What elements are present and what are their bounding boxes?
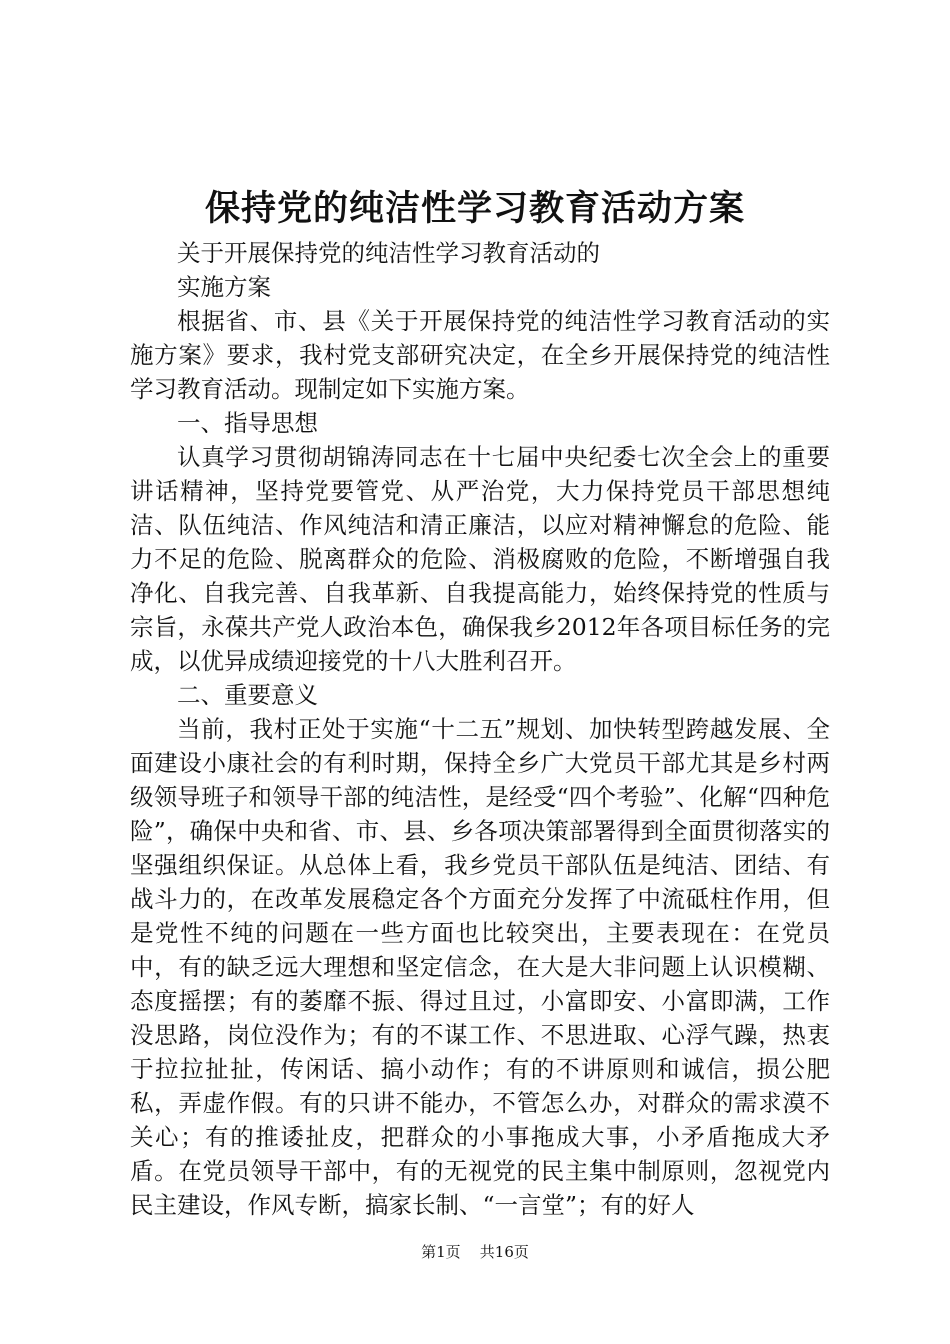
- paragraph-heading-line-2: 实施方案: [177, 273, 271, 301]
- section-heading-significance: 二、重要意义: [177, 681, 318, 709]
- paragraph-guiding-thought: 认真学习贯彻胡锦涛同志在十七届中央纪委七次全会上的重要讲话精神，坚持党要管党、从严治党，大力保持党员干部思想纯洁、队伍纯洁、作风纯洁和清正廉洁，以应对精神懈怠的危险、能力不足的危险、脱离群众的危险、消极腐败的危险，不断增强自我净化、自我完善、自我革新、自我提高能力，始终保持党的性质与宗旨，永葆共产党人政治本色，确保我乡2012年各项目标任务的完成，以优异成绩迎接党的十八大胜利召开。: [130, 443, 830, 675]
- page-number: 第1页: [421, 1243, 461, 1261]
- page-footer: [0, 1242, 950, 1262]
- document-title: 保持党的纯洁性学习教育活动方案: [204, 188, 745, 229]
- footer-spacer: [465, 1243, 475, 1261]
- paragraph-heading-line-1: 关于开展保持党的纯洁性学习教育活动的: [177, 239, 600, 267]
- total-pages: 共16页: [479, 1243, 529, 1261]
- section-heading-guiding-thought: 一、指导思想: [177, 409, 318, 437]
- paragraph-intro: 根据省、市、县《关于开展保持党的纯洁性学习教育活动的实施方案》要求，我村党支部研究决定，在全乡开展保持党的纯洁性学习教育活动。现制定如下实施方案。: [130, 307, 830, 403]
- document-body: [130, 236, 830, 1222]
- paragraph-significance: 当前，我村正处于实施“十二五”规划、加快转型跨越发展、全面建设小康社会的有利时期，保持全乡广大党员干部尤其是乡村两级领导班子和领导干部的纯洁性，是经受“四个考验”、化解“四种危险”，确保中央和省、市、县、乡各项决策部署得到全面贯彻落实的坚强组织保证。从总体上看，我乡党员干部队伍是纯洁、团结、有战斗力的，在改革发展稳定各个方面充分发挥了中流砥柱作用，但是党性不纯的问题在一些方面也比较突出，主要表现在：在党员中，有的缺乏远大理想和坚定信念，在大是大非问题上认识模糊、态度摇摆；有的萎靡不振、得过且过，小富即安、小富即满，工作没思路，岗位没作为；有的不谋工作、不思进取、心浮气躁，热衷于拉拉扯扯，传闲话、搞小动作；有的不讲原则和诚信，损公肥私，弄虚作假。有的只讲不能办，不管怎么办，对群众的需求漠不关心；有的推诿扯皮，把群众的小事拖成大事，小矛盾拖成大矛盾。在党员领导干部中，有的无视党的民主集中制原则，忽视党内民主建设，作风专断，搞家长制、“一言堂”；有的好人: [130, 715, 830, 1219]
